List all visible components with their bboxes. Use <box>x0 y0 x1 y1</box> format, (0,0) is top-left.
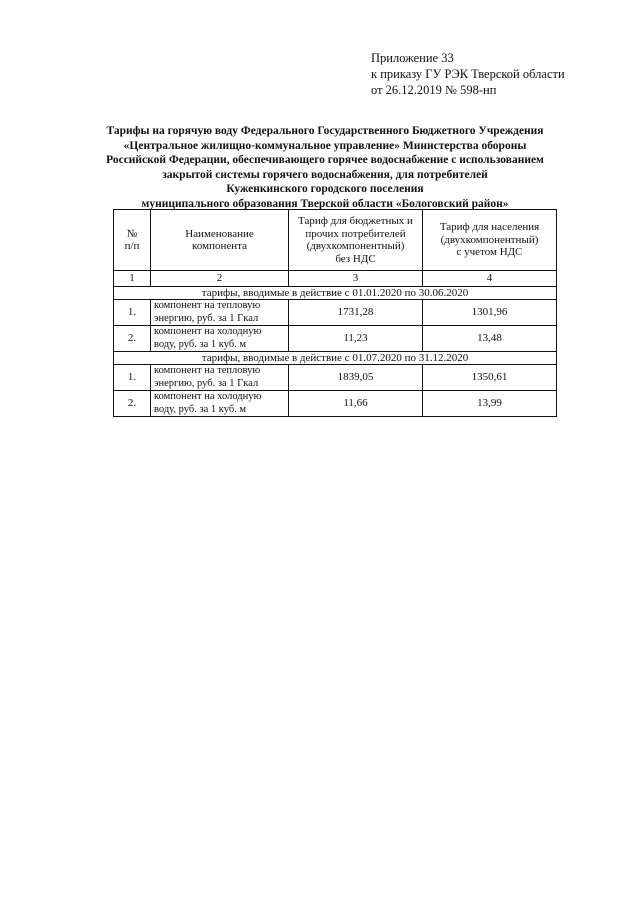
table-row <box>114 391 557 417</box>
period-row <box>114 287 557 300</box>
table-row <box>114 300 557 326</box>
title-line: Куженкинского городского поселения <box>226 183 424 196</box>
column-number: 4 <box>423 271 557 287</box>
row-number: 2. <box>114 391 151 417</box>
population-tariff-value: 13,48 <box>423 326 557 352</box>
budget-tariff-value: 11,23 <box>289 326 423 352</box>
component-name: компонент на тепловую энергию, руб. за 1 Гкал <box>151 365 289 391</box>
title-line: муниципального образования Тверской области «Бологовский район» <box>141 197 509 210</box>
document-title <box>100 124 550 212</box>
period-label: тарифы, вводимые в действие с 01.01.2020 по 30.06.2020 <box>114 287 557 300</box>
population-tariff-value: 13,99 <box>423 391 557 417</box>
table-header-row <box>114 210 557 271</box>
period-row <box>114 352 557 365</box>
header-population-tariff: Тариф для населения (двухкомпонентный) с учетом НДС <box>423 210 557 271</box>
row-number: 1. <box>114 365 151 391</box>
period-label: тарифы, вводимые в действие с 01.07.2020 по 31.12.2020 <box>114 352 557 365</box>
title-line: закрытой системы горячего водоснабжения, для потребителей <box>162 168 488 181</box>
component-name: компонент на холодную воду, руб. за 1 куб. м <box>151 391 289 417</box>
row-number: 1. <box>114 300 151 326</box>
component-name: компонент на холодную воду, руб. за 1 куб. м <box>151 326 289 352</box>
component-name: компонент на тепловую энергию, руб. за 1 Гкал <box>151 300 289 326</box>
population-tariff-value: 1301,96 <box>423 300 557 326</box>
column-number-row <box>114 271 557 287</box>
appendix-order-date: от 26.12.2019 № 598-нп <box>371 83 497 97</box>
table-row <box>114 326 557 352</box>
table-row <box>114 365 557 391</box>
row-number: 2. <box>114 326 151 352</box>
header-number: № п/п <box>114 210 151 271</box>
tariff-table <box>113 209 557 417</box>
title-line: Российской Федерации, обеспечивающего горячее водоснабжение с использованием <box>106 154 544 167</box>
appendix-order-ref: к приказу ГУ РЭК Тверской области <box>371 67 565 81</box>
budget-tariff-value: 1731,28 <box>289 300 423 326</box>
column-number: 2 <box>151 271 289 287</box>
appendix-number: Приложение 33 <box>371 51 454 65</box>
title-line: «Центральное жилищно-коммунальное управление» Министерства обороны <box>123 139 527 152</box>
column-number: 3 <box>289 271 423 287</box>
budget-tariff-value: 11,66 <box>289 391 423 417</box>
title-line: Тарифы на горячую воду Федерального Государственного Бюджетного Учреждения <box>106 125 544 137</box>
header-component-name: Наименование компонента <box>151 210 289 271</box>
budget-tariff-value: 1839,05 <box>289 365 423 391</box>
header-budget-tariff: Тариф для бюджетных и прочих потребителей (двухкомпонентный) без НДС <box>289 210 423 271</box>
appendix-reference <box>371 50 565 98</box>
column-number: 1 <box>114 271 151 287</box>
population-tariff-value: 1350,61 <box>423 365 557 391</box>
